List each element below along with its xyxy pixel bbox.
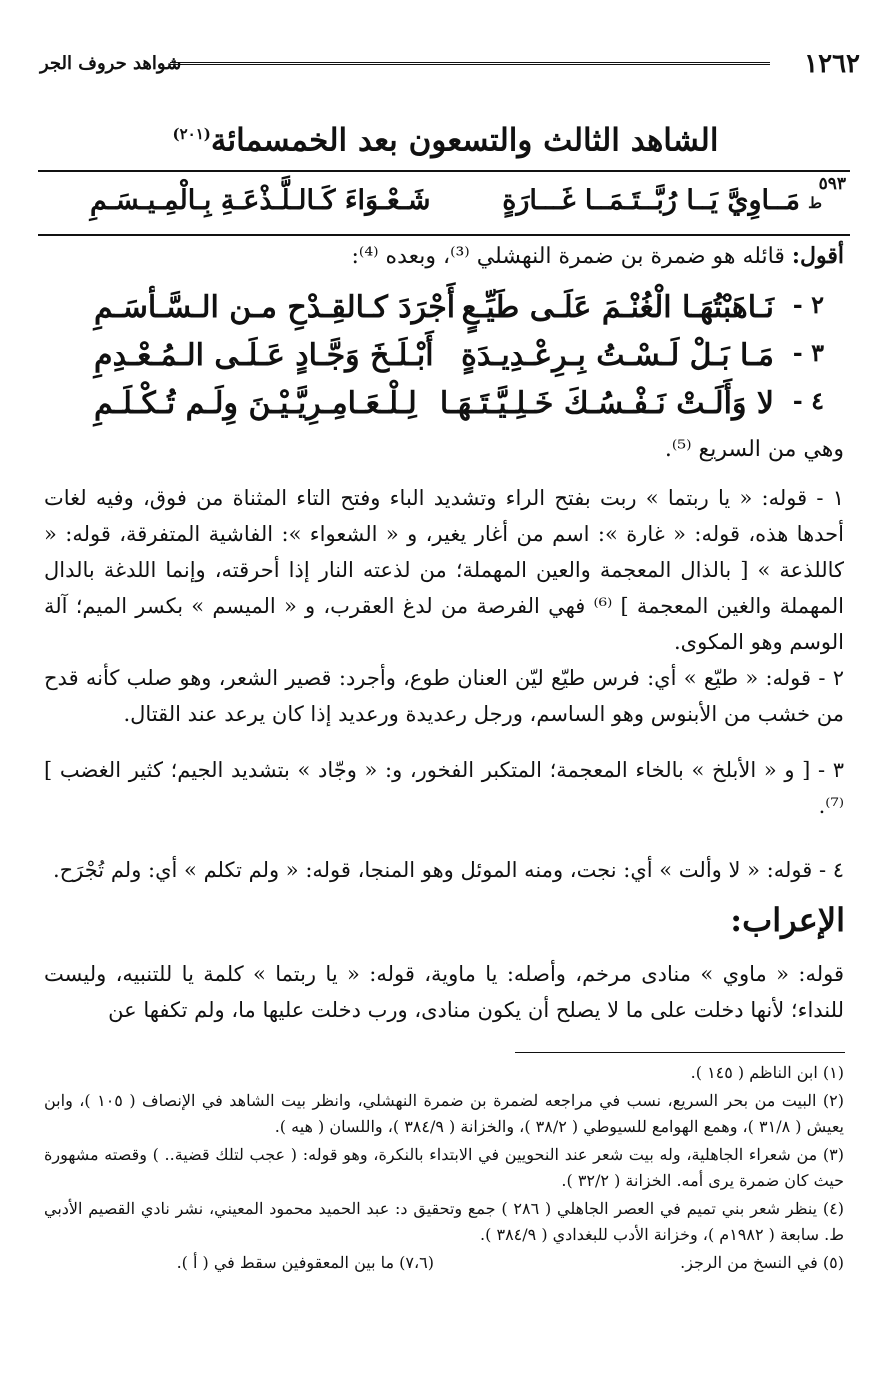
footnote-6-7: (٧،٦) ما بين المعقوفين سقط في ( أ ).	[176, 1253, 434, 1272]
poem-line-number: ٤ -	[792, 386, 824, 415]
verse-hemistich-2: شَـعْـوَاءَ كَـالـلَّـذْعَـةِ بِـالْمِـيـسَـمِ	[90, 185, 431, 216]
poem-hemistich-1: نَـاهَبْتُهَـا الْغُنْـمَ عَلَـى طَيِّـعٍ	[461, 290, 774, 325]
poem-hemistich-1: لا وَأَلَـتْ نَـفْـسُـكَ خَـلِـيَّـتَـهَـا	[439, 386, 774, 421]
footnote-1: (١) ابن الناظم ( ١٤٥ ).	[690, 1063, 844, 1082]
commentary-paragraph-4: ٤ - قوله: « لا وألت » أي: نجت، ومنه الموئل وهو المنجا، قوله: « ولم تكلم » أي: ولم تُجْرَح.	[52, 858, 844, 882]
poem-line-number: ٢ -	[792, 290, 824, 319]
irab-heading: الإعراب:	[730, 901, 845, 939]
verse-hemistich-1: مَــاوِيَّ يَــا رُبَّــتَـمَــا غَـــارَةٍ	[502, 185, 800, 216]
footnote-row-last	[44, 1250, 844, 1278]
poem-hemistich-2: أَبْـلَـخَ وَجَّـادٍ عَـلَـى الـمُـعْـدِمِ	[94, 338, 434, 373]
verse-number: ٥٩٣	[818, 174, 846, 194]
commentary-paragraph-1: ١ - قوله: « يا ربتما » ربت بفتح الراء وتشديد الباء وفتح التاء المثناة من فوق، وفيه لغات أحدها هذه، قوله: « غارة »: اسم من أغار يغير، و « الشعواء »: الفاشية المتفرقة، قوله: « كاللذعة » [ بالذال المعجمة والعين المهملة؛ من لذعته النار إذا أحرقته، وإنما اللدغة بالدال المهملة والغين المعجمة ] ⁽⁶⁾ فهي الفرصة من لدغ العقرب، و « الميسم » بكسر الميم؛ آلة الوسم وهو المكوى.	[44, 486, 844, 654]
footnote-3: (٣) من شعراء الجاهلية، وله بيت شعر عند النحويين في الابتداء بالنكرة، وهو قوله: ( عجب لتلك قضية.. ) وقصته مشهورة حيث كان ضمرة يرى أمه. الخزانة ( ٣٢/٢ ).	[44, 1145, 844, 1190]
witness-title-ref: (٢٠١)	[172, 125, 211, 143]
poem-line	[94, 334, 824, 382]
poem-line	[94, 286, 824, 334]
witness-title	[0, 112, 891, 162]
footnotes	[44, 1060, 844, 1278]
irab-paragraph: قوله: « ماوي » منادى مرخم، وأصله: يا ماوية، قوله: « يا ربتما » كلمة يا للتنبيه، وليست للنداء؛ لأنها دخلت على ما لا يصلح أن يكون منادى، ورب دخلت عليها ما، ولم تكفها عن	[44, 962, 844, 1022]
intro-line	[44, 238, 844, 275]
poem-lines	[94, 286, 824, 430]
poem-hemistich-2: أَجْرَدَ كـالقِـدْحِ مـن الـسَّـأسَـمِ	[94, 290, 456, 325]
poem-hemistich-2: لِـلْـعَـامِـرِيَّـيْـنَ وِلَـم تُـكْـلَـمِ	[94, 386, 417, 421]
header-rule	[170, 62, 770, 68]
poem-hemistich-1: مَـا بَـلْ لَـسْـتُ بِـرِعْـدِيـدَةٍ	[461, 338, 774, 373]
page-number: ١٢٦٢	[804, 49, 860, 79]
running-header	[40, 50, 860, 78]
section-title: شواهد حروف الجر	[40, 53, 182, 74]
witness-title-text: الشاهد الثالث والتسعون بعد الخمسمائة	[210, 122, 719, 159]
verse-symbol: ط	[808, 194, 822, 212]
intro-lead: أقول:	[791, 243, 844, 269]
footnote-4: (٤) ينظر شعر بني تميم في العصر الجاهلي ( ٢٨٦ ) جمع وتحقيق د: عبد الحميد محمود المعيني، نشر نادي القصيم الأدبي ط. سابعة ( ١٩٨٢م )، وخزانة الأدب للبغدادي ( ٣٨٤/٩ ).	[44, 1199, 845, 1244]
commentary-paragraph-3: ٣ - [ و « الأبلخ » بالخاء المعجمة؛ المتكبر الفخور، و: « وجّاد » بتشديد الجيم؛ كثير الغضب ] ⁽⁷⁾.	[44, 758, 844, 818]
verse-box	[38, 170, 850, 236]
footnote-separator	[515, 1052, 845, 1053]
poem-line	[94, 382, 824, 430]
commentary-paragraph-2: ٢ - قوله: « طيّع » أي: فرس طيّع ليّن العنان طوع، وأجرد: قصير الشعر، وهو صلب كأنه قدح من خشب من الأبنوس وهو الساسم، ورجل رعديدة ورعديد إذا كان يرعد عند القتال.	[44, 666, 844, 726]
footnote-2: (٢) البيت من بحر السريع، نسب في مراجعه لضمرة بن ضمرة النهشلي، وانظر بيت الشاهد في الإنصاف ( ١٠٥ )، وابن يعيش ( ٣١/٨ )، وهمع الهوامع للسيوطي ( ٣٨/٢ )، والخزانة ( ٣٨٤/٩ )، واللسان ( هيه ).	[44, 1091, 844, 1136]
footnote-5: (٥) في النسخ من الرجز.	[680, 1253, 844, 1272]
meter-note: وهي من السريع ⁽⁵⁾.	[664, 437, 844, 462]
poem-line-number: ٣ -	[792, 338, 824, 367]
intro-text: قائله هو ضمرة بن ضمرة النهشلي ⁽³⁾، وبعده ⁽⁴⁾:	[351, 244, 792, 269]
